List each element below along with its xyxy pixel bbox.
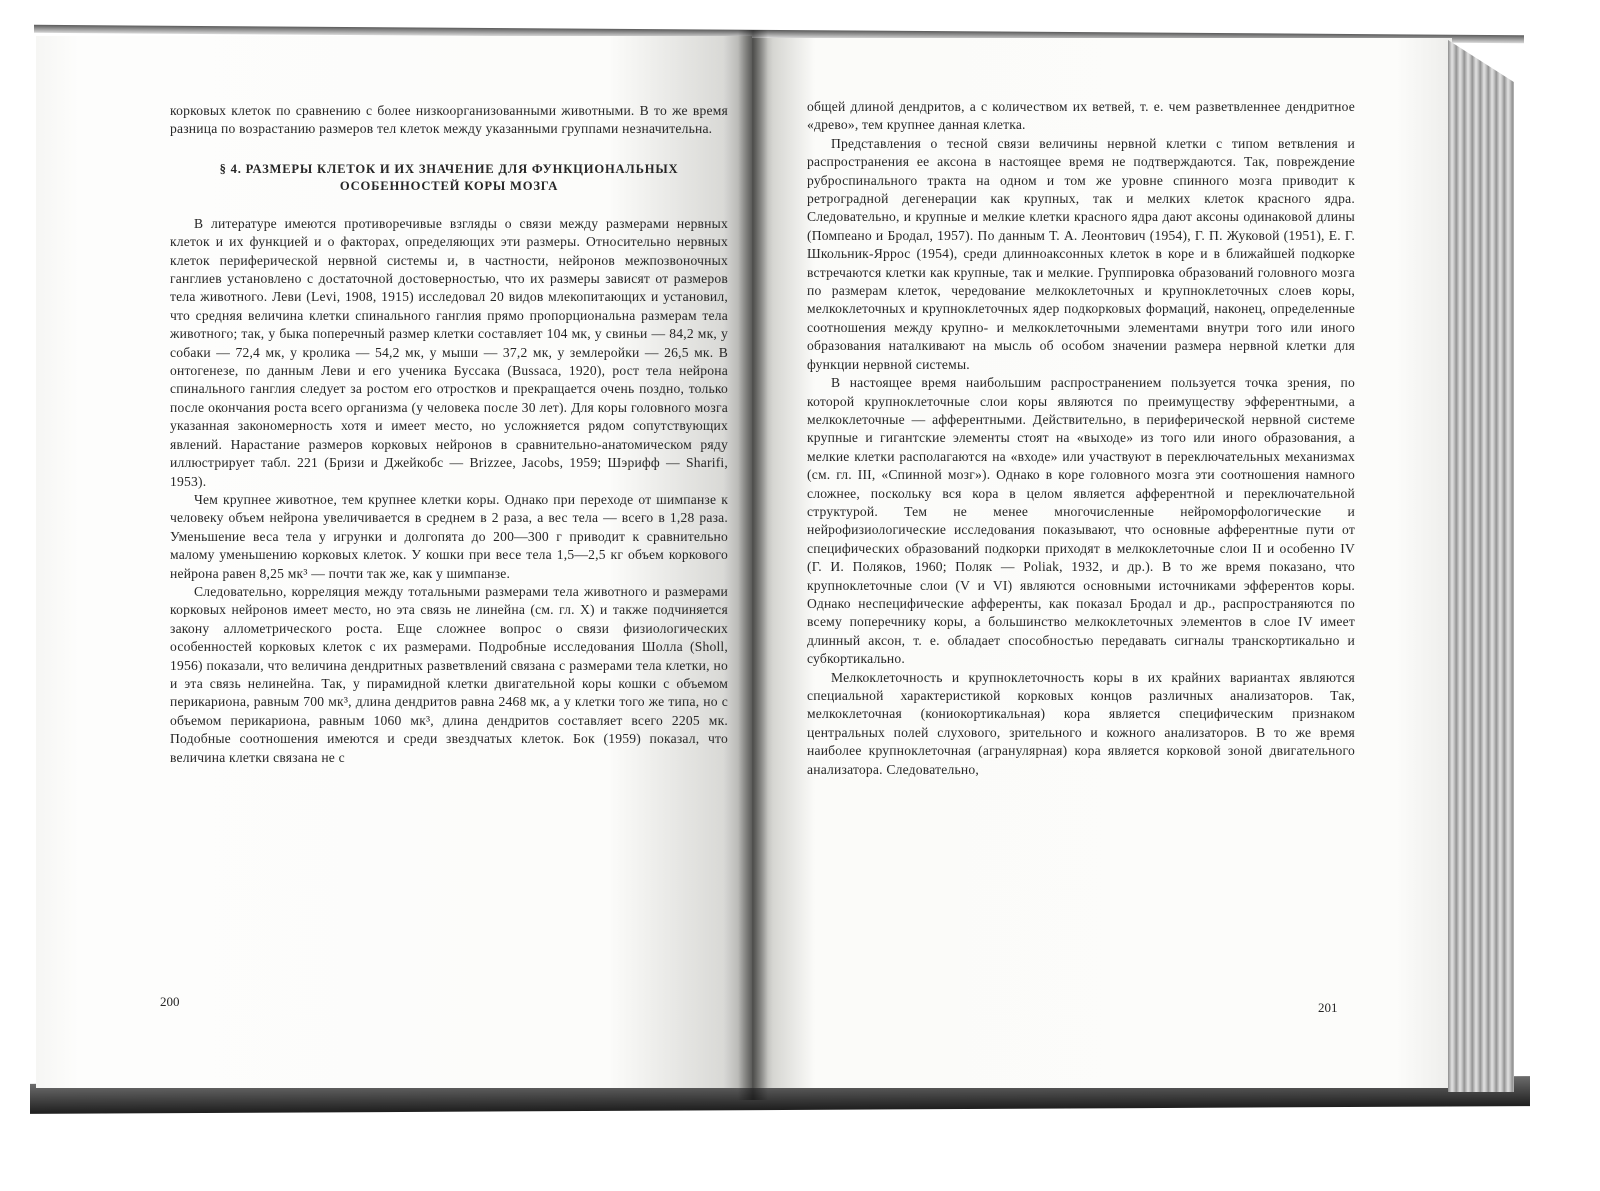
right-page-text: [807, 98, 1355, 779]
left-paragraph-1: В литературе имеются противоречивые взгляды о связи между размерами нервных клеток и их функцией и о факторах, определяющих эти размеры. Относительно нервных клеток периферической нервной системы и, в частности, нейронов межпозвоночных ганглиев установлено с достаточной достоверностью, что их размеры зависят от размеров тела животного. Леви (Levi, 1908, 1915) исследовал 20 видов млекопитающих и установил, что средняя величина клетки спинального ганглия прямо пропорциональна размерам тела животного; так, у быка поперечный размер клетки составляет 104 мк, у свиньи — 84,2 мк, у собаки — 72,4 мк, у кролика — 54,2 мк, у мыши — 37,2 мк, у землеройки — 26,5 мк. В онтогенезе, по данным Леви и его ученика Буссака (Bussaca, 1920), рост тела нейрона спинального ганглия следует за ростом его отростков и прекращается очень поздно, только после окончания роста всего организма (у человека после 30 лет). Для коры головного мозга указанная закономерность хотя и имеет место, но усложняется рядом сопутствующих явлений. Нарастание размеров корковых нейронов в сравнительно-анатомическом ряду иллюстрирует табл. 221 (Бризи и Джейкобс — Brizzee, Jacobs, 1959; Шэрифф — Sharifi, 1953).: [170, 215, 728, 489]
left-paragraph-2: Чем крупнее животное, тем крупнее клетки коры. Однако при переходе от шимпанзе к человеку объем нейрона увеличивается в среднем в 2 раза, а вес тела — всего в 1,28 раза. Уменьшение веса тела у игрунки и долгопята до 200—300 г приводит к сравнительно малому уменьшению корковых клеток. У кошки при весе тела 1,5—2,5 кг объем коркового нейрона равен 8,25 мк³ — почти так же, как у шимпанзе.: [170, 491, 728, 581]
section-heading-line-2: ОСОБЕННОСТЕЙ КОРЫ МОЗГА: [339, 178, 559, 193]
section-heading: [170, 161, 728, 195]
right-paragraph-2: В настоящее время наибольшим распространением пользуется точка зрения, по которой крупноклеточные слои коры являются по преимуществу эфферентными, а мелкоклеточные — афферентными. Действительно, в периферической нервной системе крупные и гигантские элементы стоят на «выходе» из того или иного образования, а мелкие клетки располагаются на «входе» или участвуют в переключательных механизмах (см. гл. III, «Спинной мозг»). Однако в коре головного мозга эти соотношения намного сложнее, поскольку вся кора в целом является афферентной и переключательной структурой. Тем не менее многочисленные нейроморфологические и нейрофизиологические исследования показывают, что основные афферентные пути от специфических образований подкорки приходят в мелкоклеточные слои II и особенно IV (Г. И. Поляков, 1960; Поляк — Poliak, 1932, и др.). В то же время показано, что крупноклеточные слои (V и VI) являются основными источниками эфферентов коры. Однако неспецифические афференты, как показал Бродал и др., распространяются по всему поперечнику коры, а большинство мелкоклеточных элементов в слое IV имеет длинный аксон, т. е. обладает способностью передавать сигналы транскортикально и субкортикально.: [807, 375, 1355, 667]
right-page-number: 201: [1318, 1000, 1338, 1015]
right-paragraph-3: Мелкоклеточность и крупноклеточность коры в их крайних вариантах являются специальной характеристикой корковых концов различных анализаторов. Так, мелкоклеточная (кониокортикальная) кора является специфическим признаком центральных полей слухового, зрительного и кожного анализаторов. В то же время наиболее крупноклеточная (агранулярная) кора является корковой зоной двигательного анализатора. Следовательно,: [807, 669, 1355, 777]
right-page: [752, 38, 1452, 1088]
left-continuation-paragraph: корковых клеток по сравнению с более низкоорганизованными животными. В то же время разница по возрастанию размеров тел клеток между указанными группами незначительна.: [170, 103, 728, 137]
right-continuation-paragraph: общей длиной дендритов, а с количеством их ветвей, т. е. чем разветвленнее дендритное «древо», тем крупнее данная клетка.: [807, 99, 1355, 133]
left-page-number: 200: [160, 994, 180, 1009]
right-paragraph-1: Представления о тесной связи величины нервной клетки с типом ветвления и распространения ее аксона в настоящее время не подтверждаются. Так, повреждение руброспинального тракта на одном и том же уровне спинного мозга приводит к ретроградной дегенерации как крупных, так и мелких клеток красного ядра. Следовательно, и крупные и мелкие клетки красного ядра дают аксоны одинаковой длины (Помпеано и Бродал, 1957). По данным Т. А. Леонтович (1954), Г. П. Жуковой (1951), Е. Г. Школьник-Яррос (1954), среди длинноаксонных клеток в коре и в ближайшей подкорке встречаются клетки как крупные, так и мелкие. Группировка образований головного мозга по размерам клеток, чередование мелкоклеточных и крупноклеточных слоев коры, мелкоклеточных и крупноклеточных ядер подкорковых формаций, наконец, определенные соотношения между крупно- и мелкоклеточными элементами внутри того или иного образования наталкивают на мысль об особом значении размера нервной клетки для функции нервной системы.: [807, 135, 1355, 372]
left-page-text: [170, 102, 728, 767]
left-paragraph-3: Следовательно, корреляция между тотальными размерами тела животного и размерами корковых нейронов имеет место, но эта связь не линейна (см. гл. X) и также подчиняется закону аллометрического роста. Еще сложнее вопрос о связи физиологических особенностей корковых клеток с их размерами. Подробные исследования Шолла (Sholl, 1956) показали, что величина дендритных разветвлений связана с размерами тела клетки, но и эта связь нелинейна. Так, у пирамидной клетки двигательной коры кошки с объемом перикариона, равным 700 мк³, длина дендритов равна 2468 мк, а у клетки того же типа, но с объемом перикариона, равным 1060 мк³, длина дендритов составляет всего 2205 мк. Подобные соотношения имеются и среди звездчатых клеток. Бок (1959) показал, что величина клетки связана не с: [170, 583, 728, 765]
page-stack-edges: [1448, 40, 1514, 1092]
left-page: [36, 36, 752, 1088]
section-heading-line-1: § 4. РАЗМЕРЫ КЛЕТОК И ИХ ЗНАЧЕНИЕ ДЛЯ ФУНКЦИОНАЛЬНЫХ: [219, 161, 679, 176]
book-gutter-shadow: [738, 30, 768, 1100]
